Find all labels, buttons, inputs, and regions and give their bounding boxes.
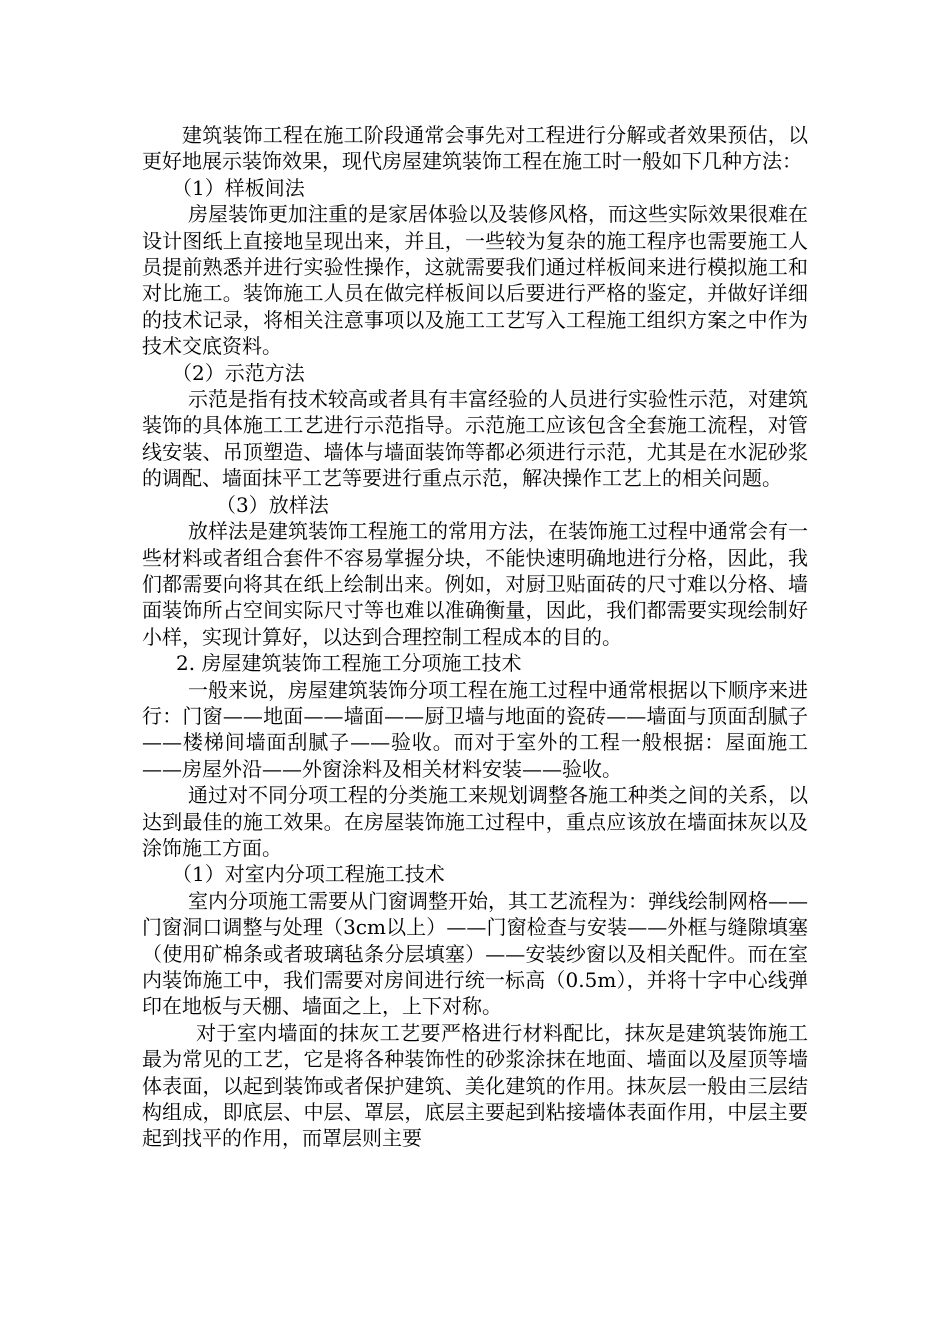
heading-sample-room-method: （1）样板间法 (172, 175, 305, 200)
heading-indoor-technique: （1）对室内分项工程施工技术 (172, 862, 445, 887)
heading-lofting-method: （3）放样法 (216, 492, 329, 517)
lofting-paragraph: 放样法是建筑装饰工程施工的常用方法，在装饰施工过程中通常会有一些材料或者组合套件不容易掌握分块，不能快速明确地进行分格，因此，我们都需要向将其在纸上绘制出来。例如，对厨卫贴面砖的尺寸难以分格、墙面装饰所占空间实际尺寸等也难以准确衡量，因此，我们都需要实现绘制好小样，实现计算好，以达到合理控制工程成本的目的。 (142, 519, 808, 649)
intro-paragraph: 建筑装饰工程在施工阶段通常会事先对工程进行分解或者效果预估，以更好地展示装饰效果，现代房屋建筑装饰工程在施工时一般如下几种方法： (142, 123, 808, 174)
classification-paragraph: 通过对不同分项工程的分类施工来规划调整各施工种类之间的关系，以达到最佳的施工效果。在房屋装饰施工过程中，重点应该放在墙面抹灰以及涂饰施工方面。 (142, 783, 808, 860)
plastering-paragraph: 对于室内墙面的抹灰工艺要严格进行材料配比，抹灰是建筑装饰施工最为常见的工艺，它是将各种装饰性的砂浆涂抹在地面、墙面以及屋顶等墙体表面，以起到装饰或者保护建筑、美化建筑的作用。抹灰层一般由三层结构组成，即底层、中层、罩层，底层主要起到粘接墙体表面作用，中层主要起到找平的作用，而罩层则主要 (142, 1020, 808, 1151)
indoor-process-paragraph: 室内分项施工需要从门窗调整开始，其工艺流程为：弹线绘制网格——门窗洞口调整与处理（3cm以上）——门窗检查与安装——外框与缝隙填塞（使用矿棉条或者玻璃毡条分层填塞）——安装纱窗以及相关配件。而在室内装饰施工中，我们需要对房间进行统一标高（0.5m），并将十字中心线弹印在地板与天棚、墙面之上，上下对称。 (142, 888, 808, 1019)
heading-demonstration-method: （2）示范方法 (172, 360, 305, 385)
sample-room-paragraph: 房屋装饰更加注重的是家居体验以及装修风格，而这些实际效果很难在设计图纸上直接地呈现出来，并且，一些较为复杂的施工程序也需要施工人员提前熟悉并进行实验性操作，这就需要我们通过样板间来进行模拟施工和对比施工。装饰施工人员在做完样板间以后要进行严格的鉴定，并做好详细的技术记录，将相关注意事项以及施工工艺写入工程施工组织方案之中作为技术交底资料。 (142, 202, 808, 359)
section-heading-2: 2. 房屋建筑装饰工程施工分项施工技术 (176, 651, 522, 676)
construction-order-paragraph: 一般来说，房屋建筑装饰分项工程在施工过程中通常根据以下顺序来进行：门窗——地面——墙面——厨卫墙与地面的瓷砖——墙面与顶面刮腻子——楼梯间墙面刮腻子——验收。而对于室外的工程一般根据：屋面施工——房屋外沿——外窗涂料及相关材料安装——验收。 (142, 677, 808, 781)
document-body (142, 122, 808, 1152)
demonstration-paragraph: 示范是指有技术较高或者具有丰富经验的人员进行实验性示范，对建筑装饰的具体施工工艺进行示范指导。示范施工应该包含全套施工流程，对管线安装、吊顶塑造、墙体与墙面装饰等都必须进行示范，尤其是在水泥砂浆的调配、墙面抹平工艺等要进行重点示范，解决操作工艺上的相关问题。 (142, 387, 808, 491)
